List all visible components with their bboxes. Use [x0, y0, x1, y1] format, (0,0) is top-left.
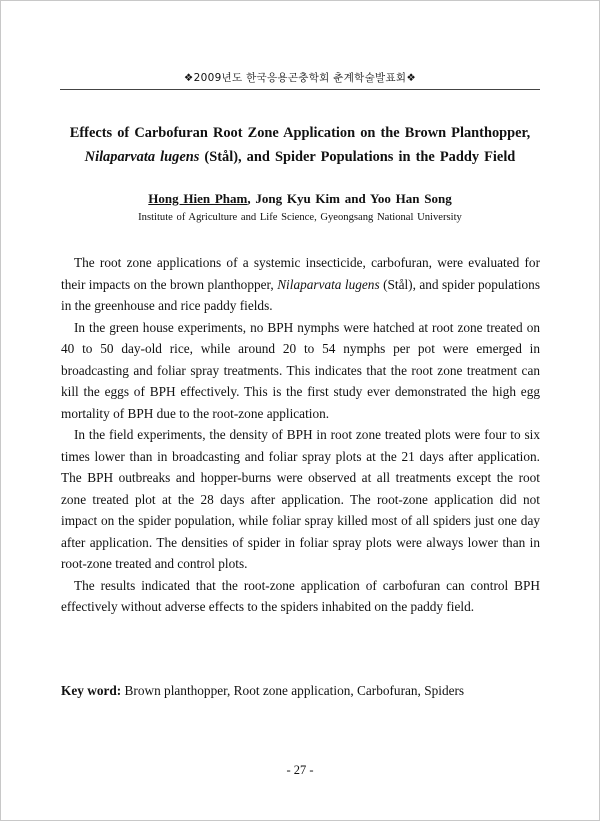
keywords-text: Brown planthopper, Root zone application, Carbofuran, Spiders — [121, 683, 465, 698]
abstract-p1-text-a: The root zone applications of a systemic insecticide, carbofuran, were evaluated for their impacts on the brown planthopper, — [61, 255, 540, 292]
abstract-body — [61, 252, 540, 618]
keywords-label: Key word: — [61, 683, 122, 698]
abstract-paragraph-2: In the green house experiments, no BPH nymphs were hatched at root zone treated on 40 to 50 day-old rice, while around 20 to 54 nymphs per pot were emerged in broadcasting and foliar spray treatments. This indicates that the root zone treatment can kill the eggs of BPH effectively. This is the first study ever demonstrated the high egg mortality of BPH due to the root-zone application. — [61, 319, 540, 421]
affiliation: Institute of Agriculture and Life Science, Gyeongsang National University — [138, 212, 462, 223]
title-line-2: (Stål), and Spider Populations in the Paddy Field — [199, 149, 516, 165]
header-rule — [60, 89, 540, 90]
coauthors: , Jong Kyu Kim and Yoo Han Song — [247, 191, 452, 206]
abstract-paragraph-4: The results indicated that the root-zone application of carbofuran can control BPH effectively without adverse effects to the spiders inhabited on the paddy field. — [61, 577, 540, 614]
abstract-species-name: Nilaparvata lugens — [277, 276, 380, 292]
abstract-paragraph-1 — [61, 252, 540, 317]
presenting-author: Hong Hien Pham — [148, 191, 248, 206]
keywords — [61, 680, 540, 701]
author-list — [0, 191, 600, 207]
abstract-p1-text-b: (Stål), and spider populations in the greenhouse and rice paddy fields. — [61, 276, 540, 313]
abstract-paragraph-3: In the field experiments, the density of BPH in root zone treated plots were four to six times lower than in broadcasting and foliar spray plots at the 21 days after application. The BPH outbreaks and hopper-burns were observed at all treatments except the root zone treated plot at the 28 days after application. The root-zone application did not impact on the spider population, while foliar spray killed most of all spiders just one day after application. The densities of spider in foliar spray plots were always lower than in root-zone treated and control plots. — [61, 427, 540, 571]
running-header: ❖2009년도 한국응용곤충학회 춘계학술발표회❖ — [183, 72, 417, 84]
page-number: - 27 - — [286, 763, 314, 777]
paper-title — [40, 121, 560, 169]
title-species-name: Nilaparvata lugens — [84, 149, 200, 165]
title-line-1: Effects of Carbofuran Root Zone Application on the Brown Planthopper, — [69, 125, 531, 141]
